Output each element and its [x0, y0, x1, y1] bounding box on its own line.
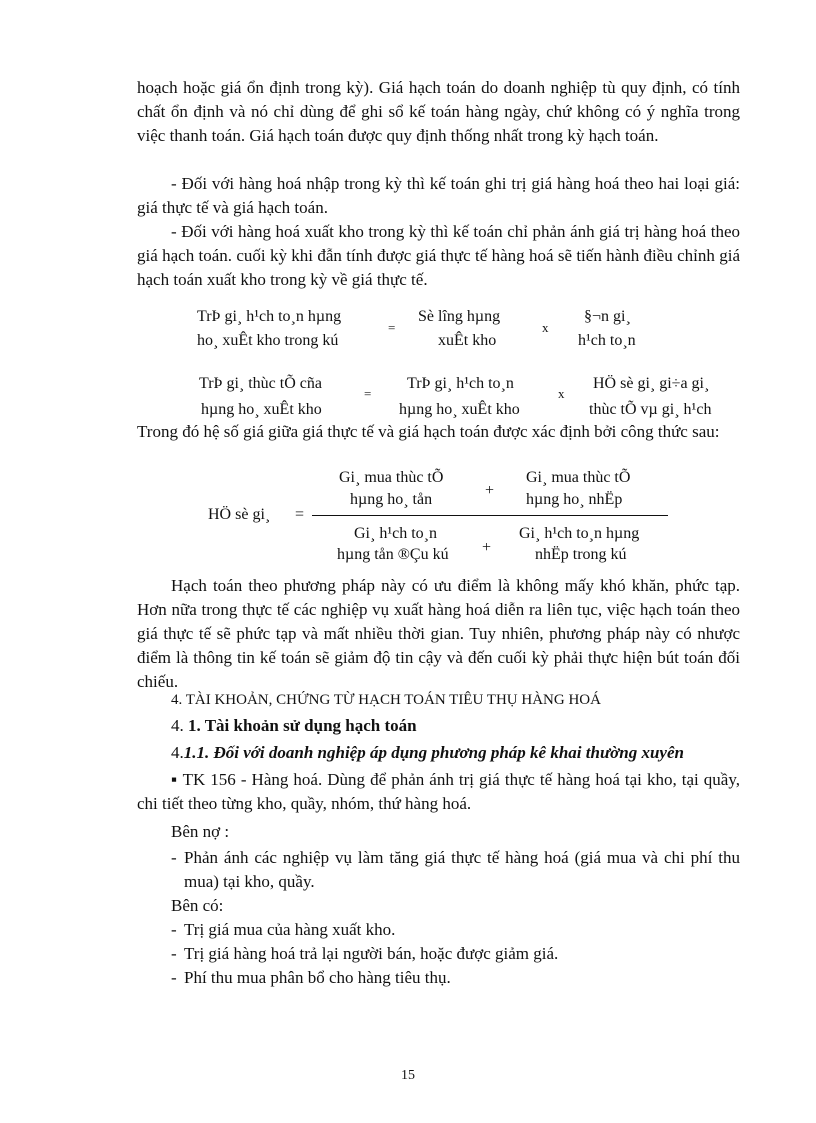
formula-1-rhs-line1: §¬n gi¸	[584, 308, 631, 325]
formula-3-plus-bottom: +	[482, 539, 492, 556]
formula-2-times: x	[558, 386, 565, 401]
formula-3-num-b-line2: hµng ho¸ nhËp	[526, 491, 623, 508]
list-item-text: Phí thu mua phân bổ cho hàng tiêu thụ.	[184, 968, 451, 987]
credit-list	[137, 918, 740, 990]
formula-2-lhs-line1: TrÞ gi¸ thùc tÕ cña	[199, 375, 322, 392]
section-heading-4-1-title: 1. Tài khoản sử dụng hạch toán	[183, 716, 417, 735]
formula-1-times: x	[542, 320, 549, 335]
formula-3-den-b-line1: Gi¸ h¹ch to¸n hµng	[519, 525, 640, 542]
list-item	[137, 942, 740, 966]
formula-3-num-b-line1: Gi¸ mua thùc tÕ	[526, 469, 631, 486]
list-item	[137, 966, 740, 990]
formula-3-plus-top: +	[485, 482, 495, 499]
list-item	[137, 846, 740, 894]
account-tk156-text: TK 156 - Hàng hoá. Dùng để phản ánh trị giá thực tế hàng hoá tại kho, tại quầy, chi tiết theo từng kho, quầy, nhóm, thứ hàng hoá.	[137, 770, 740, 813]
section-heading-4-1-1-title: 1.1. Đối với doanh nghiệp áp dụng phương pháp kê khai thường xuyên	[183, 743, 684, 762]
section-heading-4-1-1	[171, 741, 684, 765]
formula-1-mid-line2: xuÊt kho	[438, 332, 497, 349]
paragraph-intro: hoạch hoặc giá ổn định trong kỳ). Giá hạch toán do doanh nghiệp tù quy định, có tính chất ổn định và nó chỉ dùng để ghi sổ kế toán hàng ngày, chứ không có ý nghĩa trong việc thanh toán. Giá hạch toán được quy định thống nhất trong kỳ hạch toán.	[137, 78, 740, 145]
formula-1-rhs-line2: h¹ch to¸n	[578, 332, 636, 349]
list-item-text: Phản ánh các nghiệp vụ làm tăng giá thực tế hàng hoá (giá mua và chi phí thu mua) tại kho, quầy.	[184, 848, 740, 891]
section-heading-4: 4. TÀI KHOẢN, CHỨNG TỪ HẠCH TOÁN TIÊU THỤ HÀNG HOÁ	[171, 692, 601, 708]
formula-3-equals: =	[295, 506, 305, 523]
fraction-bar	[312, 515, 668, 516]
formula-1-lhs-line2: ho¸ xuÊt kho trong kú	[197, 332, 339, 349]
bullet-icon: ▪	[171, 770, 178, 789]
formula-3-num-a-line1: Gi¸ mua thùc tÕ	[339, 469, 444, 486]
list-item-text: Trị giá mua của hàng xuất kho.	[184, 920, 396, 939]
formula-2-mid-line2: hµng ho¸ xuÊt kho	[399, 401, 520, 418]
section-heading-4-1	[171, 714, 417, 738]
debit-label: Bên nợ :	[171, 822, 230, 841]
dash-icon: -	[171, 848, 177, 867]
formula-3-num-a-line2: hµng ho¸ tån	[350, 491, 433, 508]
formula-2-mid-line1: TrÞ gi¸ h¹ch to¸n	[407, 375, 514, 392]
formula-2-rhs-line1: HÖ sè gi¸ gi÷a gi¸	[593, 375, 710, 392]
dash-icon: -	[171, 944, 177, 963]
credit-label: Bên có:	[171, 896, 224, 915]
formula-3-den-b-line2: nhËp trong kú	[535, 546, 627, 563]
paragraph-import: - Đối với hàng hoá nhập trong kỳ thì kế toán ghi trị giá hàng hoá theo hai loại giá: giá thực tế và giá hạch toán.	[137, 174, 740, 217]
dash-icon: -	[171, 920, 177, 939]
formula-2-rhs-line2: thùc tÕ vµ gi¸ h¹ch	[589, 401, 712, 418]
formula-3-den-a-line2: hµng tån ®Çu kú	[337, 546, 449, 563]
section-heading-4-1-1-number: 4.	[171, 743, 184, 762]
formula-2-lhs-line2: hµng ho¸ xuÊt kho	[201, 401, 322, 418]
paragraph-pros-cons: Hạch toán theo phương pháp này có ưu điểm là không mấy khó khăn, phức tạp. Hơn nữa trong thực tế các nghiệp vụ xuất hàng hoá diễn ra liên tục, việc hạch toán theo giá thực tế sẽ phức tạp và mất nhiều thời gian. Tuy nhiên, phương pháp này có nhược điểm là thông tin kế toán sẽ giảm độ tin cậy và đến cuối kỳ phải thực hiện bút toán đối chiếu.	[137, 576, 740, 691]
paragraph-export: - Đối với hàng hoá xuất kho trong kỳ thì kế toán chỉ phản ánh giá trị hàng hoá theo giá hạch toán. cuối kỳ khi đẫn tính được giá thực tế hàng hoá sẽ tiến hành điều chỉnh giá hạch toán xuất kho trong kỳ về giá thực tế.	[137, 222, 740, 289]
page-number: 15	[401, 1068, 415, 1083]
section-heading-4-1-number: 4.	[171, 716, 184, 735]
formula-3-label: HÖ sè gi¸	[208, 506, 271, 523]
debit-list	[137, 846, 740, 894]
list-item-text: Trị giá hàng hoá trả lại người bán, hoặc được giảm giá.	[184, 944, 559, 963]
paragraph-coefficient-intro: Trong đó hệ số giá giữa giá thực tế và giá hạch toán được xác định bởi công thức sau:	[137, 422, 720, 441]
formula-2-equals: =	[364, 386, 372, 401]
formula-1-mid-line1: Sè lîng hµng	[418, 308, 501, 325]
account-tk156	[137, 768, 740, 816]
formula-1-lhs-line1: TrÞ gi¸ h¹ch to¸n hµng	[197, 308, 342, 325]
dash-icon: -	[171, 968, 177, 987]
list-item	[137, 918, 740, 942]
formula-1-equals: =	[388, 320, 396, 335]
formula-3-den-a-line1: Gi¸ h¹ch to¸n	[354, 525, 437, 542]
